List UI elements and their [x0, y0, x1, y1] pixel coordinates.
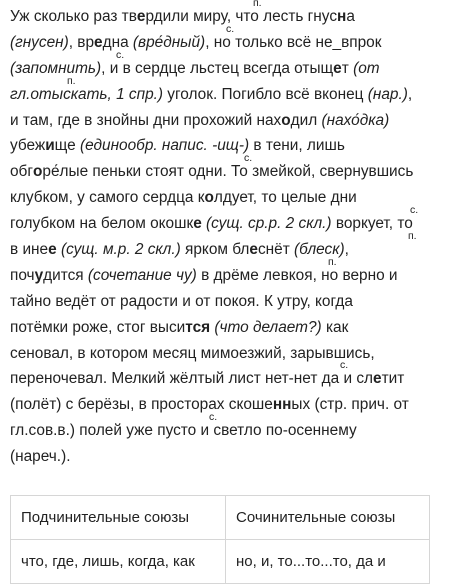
- text-segment: дна: [102, 33, 133, 51]
- highlighted-letter: е: [94, 33, 103, 51]
- text-segment: в дрёме левкоя, но верно и: [196, 266, 398, 284]
- text-segment: т: [341, 59, 354, 77]
- grammar-mark: п.: [408, 230, 417, 243]
- grammar-mark: п.: [253, 0, 262, 9]
- text-segment: ,: [407, 85, 413, 103]
- grammar-mark: с.: [340, 359, 349, 372]
- highlighted-letter: е: [136, 8, 146, 25]
- table-row: [11, 540, 430, 584]
- text-segment: поч: [10, 266, 35, 284]
- text-segment: обг: [10, 163, 33, 181]
- text-line: [10, 22, 456, 56]
- text-line: [10, 392, 456, 418]
- explanation-note: (сущ. ср.р. 2 скл.): [206, 215, 332, 233]
- text-line: [10, 74, 456, 108]
- text-line: [10, 204, 456, 237]
- text-segment: голубком на белом окошк: [10, 215, 194, 233]
- grammar-mark: п.: [67, 74, 76, 87]
- text-line: [10, 48, 456, 82]
- explanation-note: (от: [353, 59, 380, 77]
- highlighted-letter: о: [281, 111, 291, 129]
- text-segment: (нареч.).: [10, 448, 71, 466]
- grammar-mark: с.: [226, 22, 235, 35]
- text-line: [10, 444, 456, 470]
- text-segment: ре́лые пеньки стоят одни. То змейкой, свернувшись: [42, 163, 414, 181]
- grammar-mark: п.: [328, 255, 337, 268]
- highlighted-letter: тся: [185, 318, 211, 336]
- text-segment: воркует, то: [331, 215, 413, 233]
- text-segment: гл.сов.в.) полей уже пусто и светло по-осеннему: [10, 422, 357, 440]
- cell-subordinating-list: что, где, лишь, когда, как: [11, 540, 226, 584]
- text-segment: , вр: [68, 33, 95, 51]
- text-segment: как: [321, 318, 349, 336]
- highlighted-letter: е: [249, 241, 258, 259]
- text-segment: дится: [43, 266, 88, 284]
- header-coordinating: Сочинительные союзы: [226, 496, 430, 540]
- explanation-note: (сущ. м.р. 2 скл.): [60, 241, 181, 259]
- highlighted-letter: е: [193, 215, 202, 233]
- text-segment: рдили миру, что лесть гнус: [145, 8, 338, 25]
- text-segment: ще: [54, 137, 80, 155]
- text-segment: сеновал, в котором месяц мимоезжий, зарывшись,: [10, 344, 375, 362]
- explanation-note: (нар.): [367, 85, 408, 103]
- explanation-note: (запомнить): [10, 59, 102, 77]
- highlighted-letter: о: [33, 163, 43, 181]
- text-segment: снёт: [257, 241, 295, 259]
- text-line: [10, 185, 456, 211]
- explanation-note: (вре́дный): [132, 33, 206, 51]
- text-segment: ых (стр. прич. от: [291, 396, 409, 414]
- text-paragraph: [10, 0, 456, 470]
- text-segment: Уж сколько раз тв: [10, 8, 137, 25]
- text-segment: уголок. Погибло всё вконец: [163, 85, 368, 103]
- explanation-note: (блеск): [294, 241, 345, 259]
- text-segment: лдует, то целые дни: [213, 189, 357, 207]
- grammar-mark: с.: [244, 152, 253, 165]
- text-segment: в тени, лишь: [249, 137, 345, 155]
- text-line: [10, 341, 456, 367]
- text-line: [10, 289, 456, 315]
- text-line: [10, 152, 456, 185]
- explanation-note: (нахо́дка): [321, 111, 390, 129]
- explanation-note: (гнусен): [10, 33, 69, 51]
- table-header-row: [11, 496, 430, 540]
- text-line: [10, 108, 456, 134]
- text-line: [10, 411, 456, 444]
- text-line: [10, 359, 456, 392]
- explanation-note: (что делает?): [214, 318, 322, 336]
- highlighted-letter: о: [204, 189, 214, 207]
- cell-coordinating-list: но, и, то...то...то, да и: [226, 540, 430, 584]
- text-segment: ,: [344, 241, 349, 259]
- text-line: [10, 230, 456, 263]
- text-segment: и там, где в знойны дни прохожий нах: [10, 111, 282, 129]
- text-segment: , и в сердце льстец всегда отыщ: [101, 59, 334, 77]
- explanation-note: (сочетание чу): [87, 266, 197, 284]
- text-segment: (полёт) с берёзы, в просторах скоше: [10, 396, 273, 414]
- highlighted-letter: нн: [272, 396, 292, 414]
- grammar-mark: с.: [209, 411, 218, 424]
- text-segment: клубком, у самого сердца к: [10, 189, 205, 207]
- conjunctions-table: [10, 495, 430, 584]
- highlighted-letter: е: [373, 370, 382, 388]
- text-segment: переночевал. Мелкий жёлтый лист нет-нет да и сл: [10, 370, 374, 388]
- text-segment: а: [346, 8, 355, 25]
- text-segment: ярком бл: [180, 241, 250, 259]
- text-line: [10, 315, 456, 341]
- text-segment: убеж: [10, 137, 46, 155]
- explanation-note: (единообр. напис. -ищ-): [80, 137, 250, 155]
- text-segment: , но только всё не_впрок: [205, 33, 382, 51]
- text-segment: потёмки роже, стог выси: [10, 318, 186, 336]
- highlighted-letter: и: [45, 137, 55, 155]
- grammar-mark: с.: [116, 48, 125, 61]
- grammar-mark: с.: [410, 204, 419, 217]
- text-line: [10, 133, 456, 159]
- text-segment: тит: [381, 370, 405, 388]
- highlighted-letter: е: [333, 59, 342, 77]
- highlighted-letter: е: [48, 241, 57, 259]
- highlighted-letter: у: [34, 266, 44, 284]
- highlighted-letter: н: [337, 8, 347, 25]
- header-subordinating: Подчинительные союзы: [11, 496, 226, 540]
- text-segment: тайно ведёт от радости и от покоя. К утру, когда: [10, 292, 353, 310]
- text-line: [10, 255, 456, 289]
- explanation-note: гл.отыскать, 1 спр.): [10, 85, 164, 103]
- text-segment: дил: [290, 111, 322, 129]
- text-segment: в ине: [10, 241, 49, 259]
